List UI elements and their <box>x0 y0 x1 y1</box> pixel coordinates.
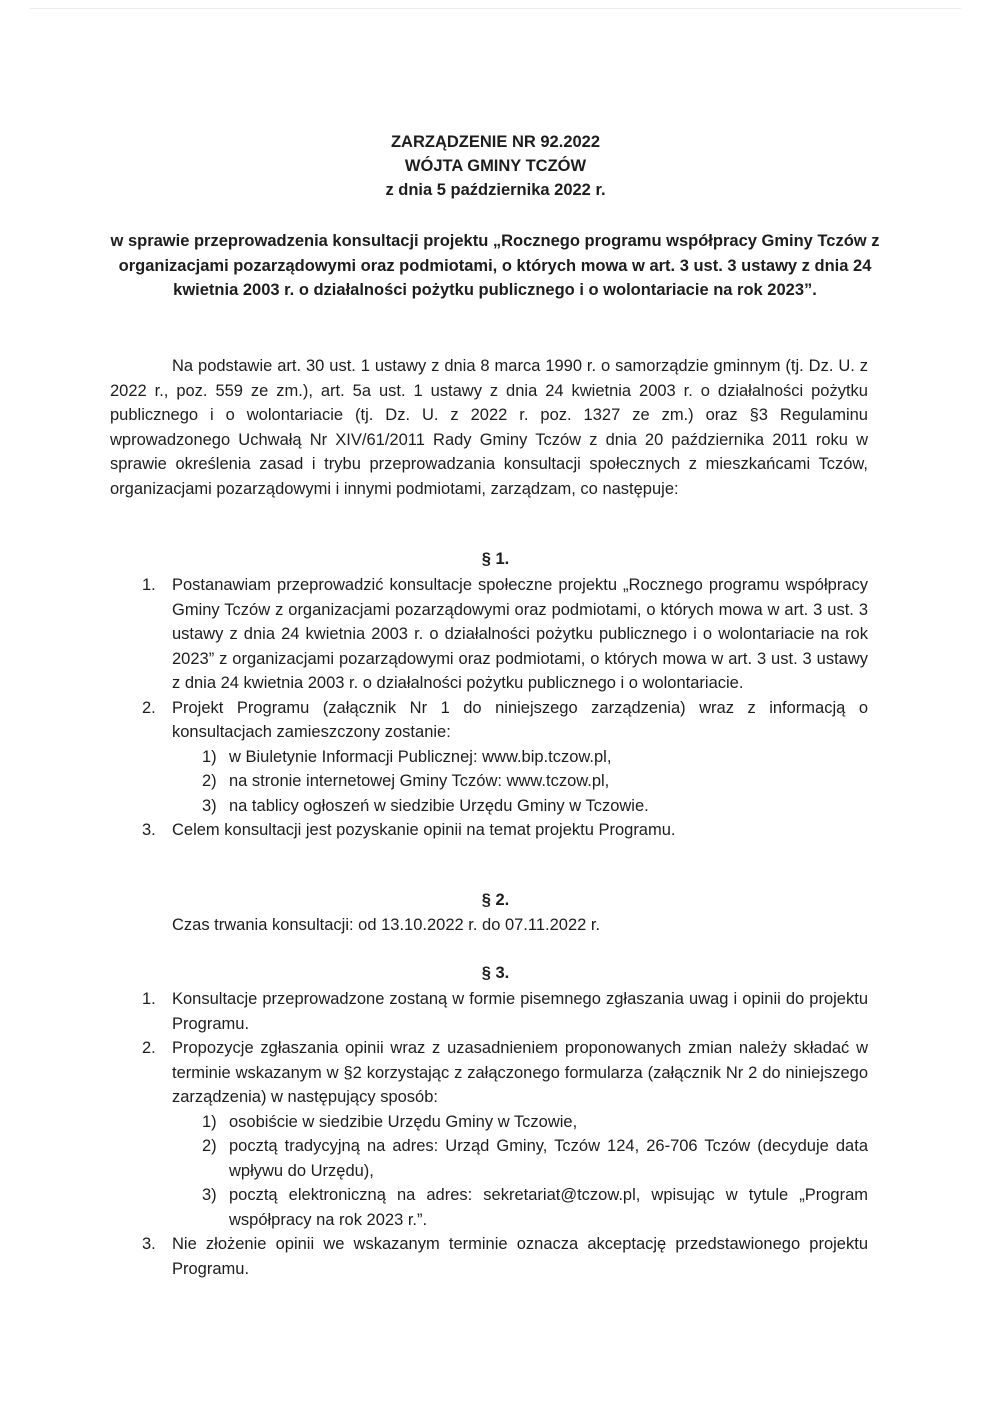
section-1-list <box>110 573 868 843</box>
sub-list-item <box>172 1110 868 1135</box>
list-item <box>110 573 868 696</box>
sub-item-number: 1) <box>202 747 217 766</box>
sub-list-item <box>172 769 868 794</box>
consultation-duration: Czas trwania konsultacji: od 13.10.2022 r. do 07.11.2022 r. <box>172 916 601 934</box>
list-item-number: 1. <box>142 576 156 594</box>
list-item-number: 2. <box>142 1039 156 1057</box>
section-2-mark: § 2. <box>481 891 510 909</box>
sub-item-number: 3) <box>202 1186 217 1204</box>
header-title: ZARZĄDZENIE NR 92.2022 <box>390 133 601 151</box>
list-item-number: 1. <box>142 990 156 1008</box>
list-item <box>110 1232 868 1281</box>
sub-item-number: 3) <box>202 796 217 815</box>
header-date: z dnia 5 października 2022 r. <box>385 181 606 199</box>
sub-item-text: pocztą tradycyjną na adres: Urząd Gminy, Tczów 124, 26-706 Tczów (decyduje data wpływu do Urzędu), <box>229 1137 868 1180</box>
sub-item-number: 2) <box>202 1137 217 1155</box>
list-item-text: Nie złożenie opinii we wskazanym terminie oznacza akceptację przedstawionego projektu Programu. <box>172 1235 868 1278</box>
sub-item-text: w Biuletynie Informacji Publicznej: www.bip.tczow.pl, <box>229 747 612 766</box>
document-subject: w sprawie przeprowadzenia konsultacji projektu „Rocznego programu współpracy Gminy Tczów z organizacjami pozarządowymi oraz podmiotami, o których mowa w art. 3 ust. 3 ustawy z dnia 24 kwietnia 2003 r. o działalności pożytku publicznego i o wolontariacie na rok 2023”. <box>110 232 880 299</box>
list-item-text: Propozycje zgłaszania opinii wraz z uzasadnieniem proponowanych zmian należy składać w terminie wskazanym w §2 korzystając z załączonego formularza (załącznik Nr 2 do niniejszego zarządzenia) w następujący sposób: <box>172 1039 868 1106</box>
header-issuer: WÓJTA GMINY TCZÓW <box>404 157 587 175</box>
sub-item-number: 2) <box>202 772 217 790</box>
section-3-list <box>110 987 868 1281</box>
scan-edge-line <box>30 8 961 9</box>
sub-item-number: 1) <box>202 1112 217 1131</box>
legal-basis-text: Na podstawie art. 30 ust. 1 ustawy z dnia 8 marca 1990 r. o samorządzie gminnym (tj. Dz. U. z 2022 r., poz. 559 ze zm.), art. 5a ust. 1 ustawy z dnia 24 kwietnia 2003 r. o działalności pożytku publicznego i o wolontariacie (tj. Dz. U. z 2022 r. poz. 1327 ze zm.) oraz §3 Regulaminu wprowadzonego Uchwałą Nr XIV/61/2011 Rady Gminy Tczów z dnia 20 października 2011 roku w sprawie określenia zasad i trybu przeprowadzania konsultacji społecznych z mieszkańcami Tczów, organizacjami pozarządowymi i innymi podmiotami, zarządzam, co następuje: <box>110 357 868 498</box>
sub-item-text: pocztą elektroniczną na adres: sekretariat@tczow.pl, wpisując w tytule „Program współpracy na rok 2023 r.”. <box>229 1186 868 1229</box>
sub-item-text: na stronie internetowej Gminy Tczów: www.tczow.pl, <box>229 772 610 790</box>
section-3-mark: § 3. <box>481 964 510 982</box>
sub-item-text: osobiście w siedzibie Urzędu Gminy w Tczowie, <box>229 1112 578 1131</box>
list-item-text: Celem konsultacji jest pozyskanie opinii na temat projektu Programu. <box>172 821 676 839</box>
list-item-text: Konsultacje przeprowadzone zostaną w formie pisemnego zgłaszania uwag i opinii do projektu Programu. <box>172 990 868 1033</box>
sub-list-item <box>172 1134 868 1183</box>
sub-item-text: na tablicy ogłoszeń w siedzibie Urzędu Gminy w Tczowie. <box>229 796 649 815</box>
legal-basis-paragraph <box>110 354 868 501</box>
list-item-number: 3. <box>142 1235 156 1253</box>
list-item-text: Postanawiam przeprowadzić konsultacje społeczne projektu „Rocznego programu współpracy Gminy Tczów z organizacjami pozarządowymi oraz podmiotami, o których mowa w art. 3 ust. 3 ustawy z dnia 24 kwietnia 2003 r. o działalności pożytku publicznego i o wolontariacie na rok 2023” z organizacjami pozarządowymi oraz podmiotami, o których mowa w art. 3 ust. 3 ustawy z dnia 24 kwietnia 2003 r. o działalności pożytku publicznego i o wolontariacie. <box>172 576 868 692</box>
list-item-number: 2. <box>142 698 156 717</box>
sub-list-item <box>172 745 868 770</box>
list-item <box>110 987 868 1036</box>
section-1-mark: § 1. <box>481 550 510 568</box>
sub-list-item <box>172 1183 868 1232</box>
list-item <box>110 696 868 745</box>
list-item <box>110 818 868 843</box>
list-item-text: Projekt Programu (załącznik Nr 1 do niniejszego zarządzenia) wraz z informacją o konsultacjach zamieszczony zostanie: <box>172 698 868 741</box>
list-item-number: 3. <box>142 821 156 839</box>
sub-list-item <box>172 794 868 819</box>
list-item <box>110 1036 868 1110</box>
document-header <box>0 130 991 202</box>
